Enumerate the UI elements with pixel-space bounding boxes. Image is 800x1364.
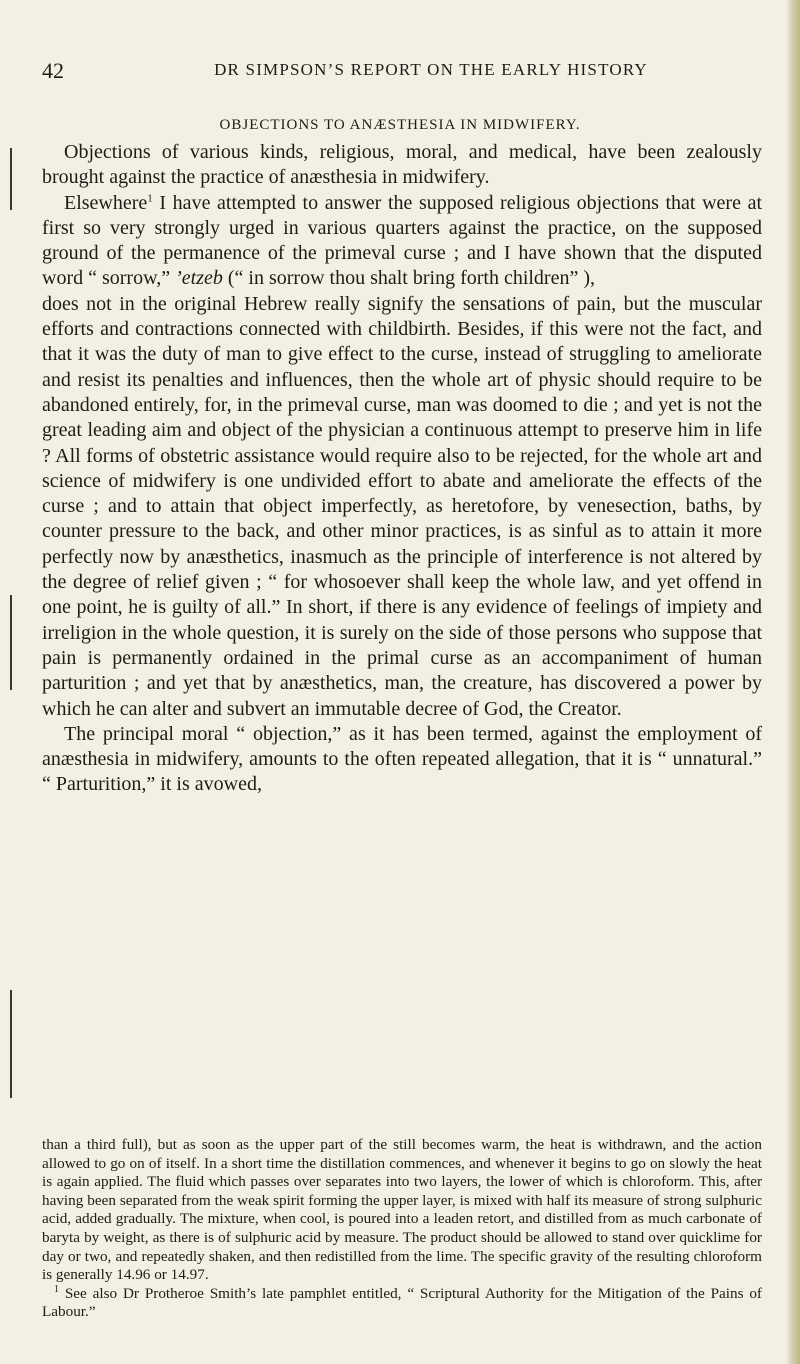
paragraph: The principal moral “ objection,” as it has been termed, against the employment of anæsthesia in midwifery, amounts to the often repeated allegation, that it is “ unnatural.” “ Parturition,” it is avowed, <box>42 722 762 796</box>
paragraph: Objections of various kinds, religious, moral, and medical, have been zealously brought against the practice of anæsthesia in midwifery. <box>42 141 762 189</box>
hebrew-word: ’etzeb <box>175 267 223 290</box>
section-title: OBJECTIONS TO ANÆSTHESIA IN MIDWIFERY. <box>219 117 581 133</box>
paragraph-text: I have attempted to answer the supposed religious objections that were at first so very strongly urged in various quarters against the practice, on the supposed ground of the permanence of the primeval curse ; and I have shown that the disputed word “ sorrow,” <box>42 191 762 290</box>
margin-pencil-mark <box>10 595 12 690</box>
footnote-marker: 1 <box>54 1283 59 1295</box>
paragraph <box>42 191 762 292</box>
paragraph-text: Elsewhere <box>64 191 148 214</box>
margin-pencil-mark <box>10 148 12 210</box>
footnote-text: See also Dr Protheroe Smith’s late pamphlet entitled, “ Scriptural Authority for the Mitigation of the Pains of Labour.” <box>42 1284 762 1321</box>
footnote <box>42 1285 762 1322</box>
page-binding-edge <box>786 0 800 1364</box>
paragraph-text: (“ in sorrow thou shalt bring forth children” ), <box>222 267 596 290</box>
page-header <box>42 58 762 88</box>
page-number: 42 <box>42 58 64 83</box>
footnote-reference[interactable]: 1 <box>147 191 153 204</box>
footnotes <box>42 1136 762 1322</box>
main-text <box>42 140 762 798</box>
footnote-continuation: than a third full), but as soon as the upper part of the still becomes warm, the heat is withdrawn, and the action allowed to go on of itself. In a short time the distillation commences, and whenever it begins to go on slowly the heat is again applied. The fluid which passes over separates into two layers, the lower of which is chloroform. This, after having been separated from the weak spirit forming the upper layer, is mixed with half its measure of strong sulphuric acid, added gradually. The mixture, when cool, is poured into a leaden retort, and distilled from as much carbonate of baryta by weight, as there is of sulphuric acid by measure. The product should be allowed to stand over quicklime for day or two, and repeatedly shaken, and then redistilled from the lime. The specific gravity of the resulting chloroform is generally 14.96 or 14.97. <box>42 1136 762 1284</box>
paragraph: does not in the original Hebrew really signify the sensations of pain, but the muscular efforts and contractions connected with childbirth. Besides, if this were not the fact, and that it was the duty of man to give effect to the curse, instead of struggling to ameliorate and resist its penalties and influences, then the whole art of physic should require to be abandoned entirely, for, in the primeval curse, man was doomed to die ; and yet is not the great leading aim and object of the physician a continuous attempt to preserve him in life ? All forms of obstetric assistance would require also to be rejected, for the whole art and science of midwifery is one undivided effort to abate and ameliorate the effects of the curse ; and to attain that object imperfectly, as heretofore, by venesection, baths, by counter pressure to the back, and other minor practices, is as sinful as to attain it more perfectly now by anæsthetics, inasmuch as the principle of interference is not altered by the degree of relief given ; “ for whosoever shall keep the whole law, and yet offend in one point, he is guilty of all.” In short, if there is any evidence of feelings of impiety and irreligion in the whole question, it is surely on the side of those persons who suppose that pain is permanently ordained in the primal curse as an accompaniment of human parturition ; and yet that by anæsthetics, man, the creature, has discovered a power by which he can alter and subvert an immutable decree of God, the Creator. <box>42 292 762 720</box>
margin-pencil-mark <box>10 990 12 1098</box>
running-head: DR SIMPSON’S REPORT ON THE EARLY HISTORY <box>214 60 648 79</box>
